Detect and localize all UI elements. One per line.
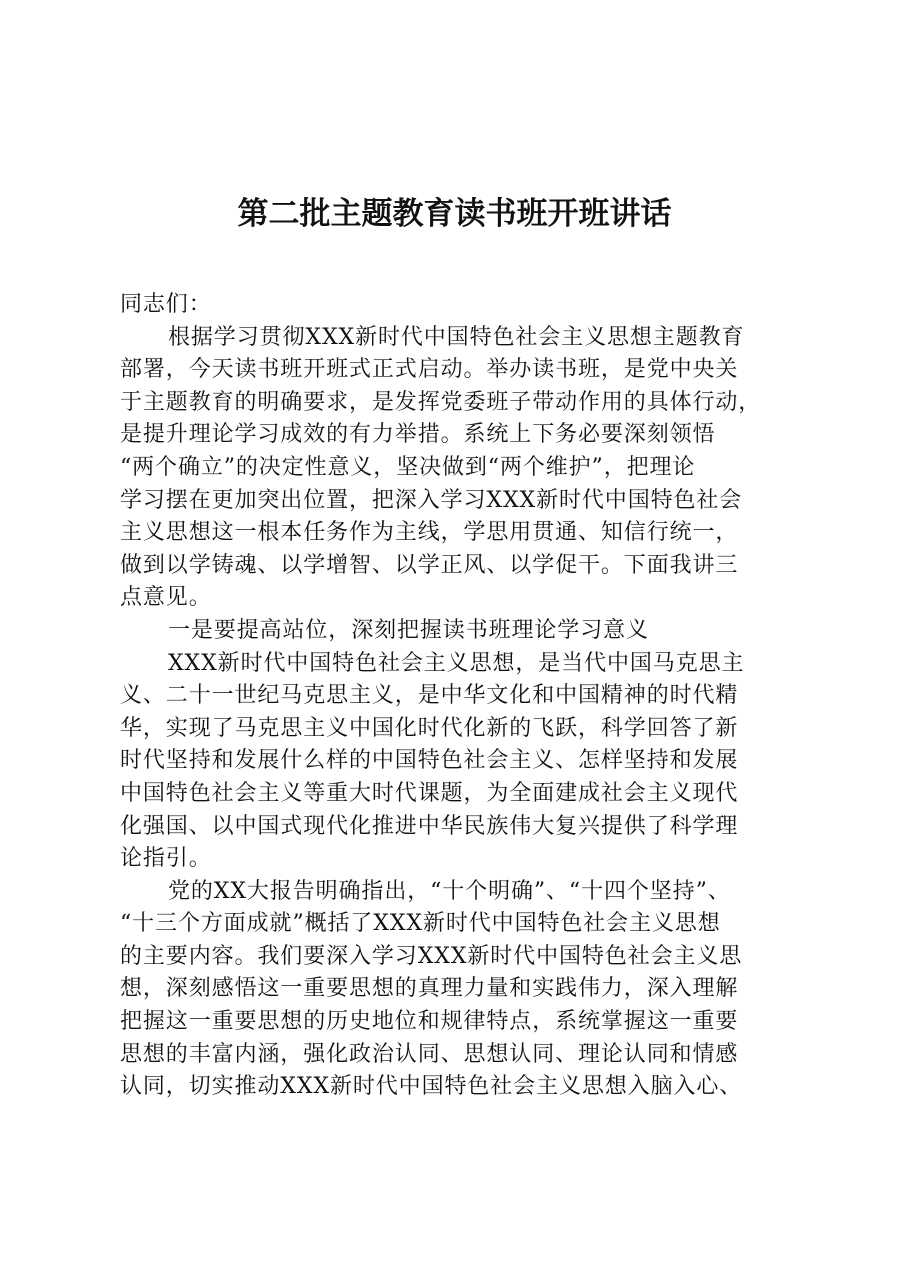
paragraph-line: 华，实现了马克思主义中国化时代化新的飞跃，科学回答了新 [120,715,739,741]
salutation: 同志们： [120,292,212,317]
paragraph-report [120,876,806,1104]
paragraph-line: 根据学习贯彻XXX新时代中国特色社会主义思想主题教育 [168,324,745,350]
paragraph-line: 想，深刻感悟这一重要思想的真理力量和实践伟力，深入理解 [120,976,739,1002]
paragraph-line: 思想的丰富内涵，强化政治认同、思想认同、理论认同和情感 [120,1041,739,1067]
section-heading [120,615,806,648]
paragraph-line: “两个确立”的决定性意义，坚决做到“两个维护”，把理论 [120,454,696,480]
section-heading-text: 一是要提高站位，深刻把握读书班理论学习意义 [168,617,649,643]
paragraph-line: 学习摆在更加突出位置，把深入学习XXX新时代中国特色社会 [120,487,743,513]
paragraph-line: 的主要内容。我们要深入学习XXX新时代中国特色社会主义思 [120,943,743,969]
paragraph-line: 是提升理论学习成效的有力举措。系统上下务必要深刻领悟 [120,422,716,448]
paragraph-line: 点意见。 [120,585,212,611]
paragraph-line: 于主题教育的明确要求，是发挥党委班子带动作用的具体行动， [120,389,762,415]
paragraph-line: 把握这一重要思想的历史地位和规律特点，系统掌握这一重要 [120,1009,739,1035]
paragraph-line: 党的XX大报告明确指出，“十个明确”、“十四个坚持”、 [168,878,731,904]
paragraph-line: 义、二十一世纪马克思主义，是中华文化和中国精神的时代精 [120,683,739,709]
paragraph-line: XXX新时代中国特色社会主义思想，是当代中国马克思主 [168,650,745,676]
paragraph-line: “十三个方面成就”概括了XXX新时代中国特色社会主义思想 [120,911,721,937]
paragraph-line: 主义思想这一根本任务作为主线，学思用贯通、知信行统一， [120,520,739,546]
paragraph-intro [120,322,806,615]
paragraph-line: 部署，今天读书班开班式正式启动。举办读书班，是党中央关 [120,357,739,383]
paragraph-line: 认同，切实推动XXX新时代中国特色社会主义思想入脑入心、 [120,1074,743,1100]
paragraph-line: 中国特色社会主义等重大时代课题，为全面建成社会主义现代 [120,780,739,806]
paragraph-line: 时代坚持和发展什么样的中国特色社会主义、怎样坚持和发展 [120,748,739,774]
document-body [120,289,806,1104]
paragraph-line: 论指引。 [120,846,212,872]
paragraph-line: 做到以学铸魂、以学增智、以学正风、以学促干。下面我讲三 [120,552,739,578]
document-title: 第二批主题教育读书班开班讲话 [237,196,672,232]
paragraph-thought [120,648,806,876]
paragraph-line: 化强国、以中国式现代化推进中华民族伟大复兴提供了科学理 [120,813,739,839]
